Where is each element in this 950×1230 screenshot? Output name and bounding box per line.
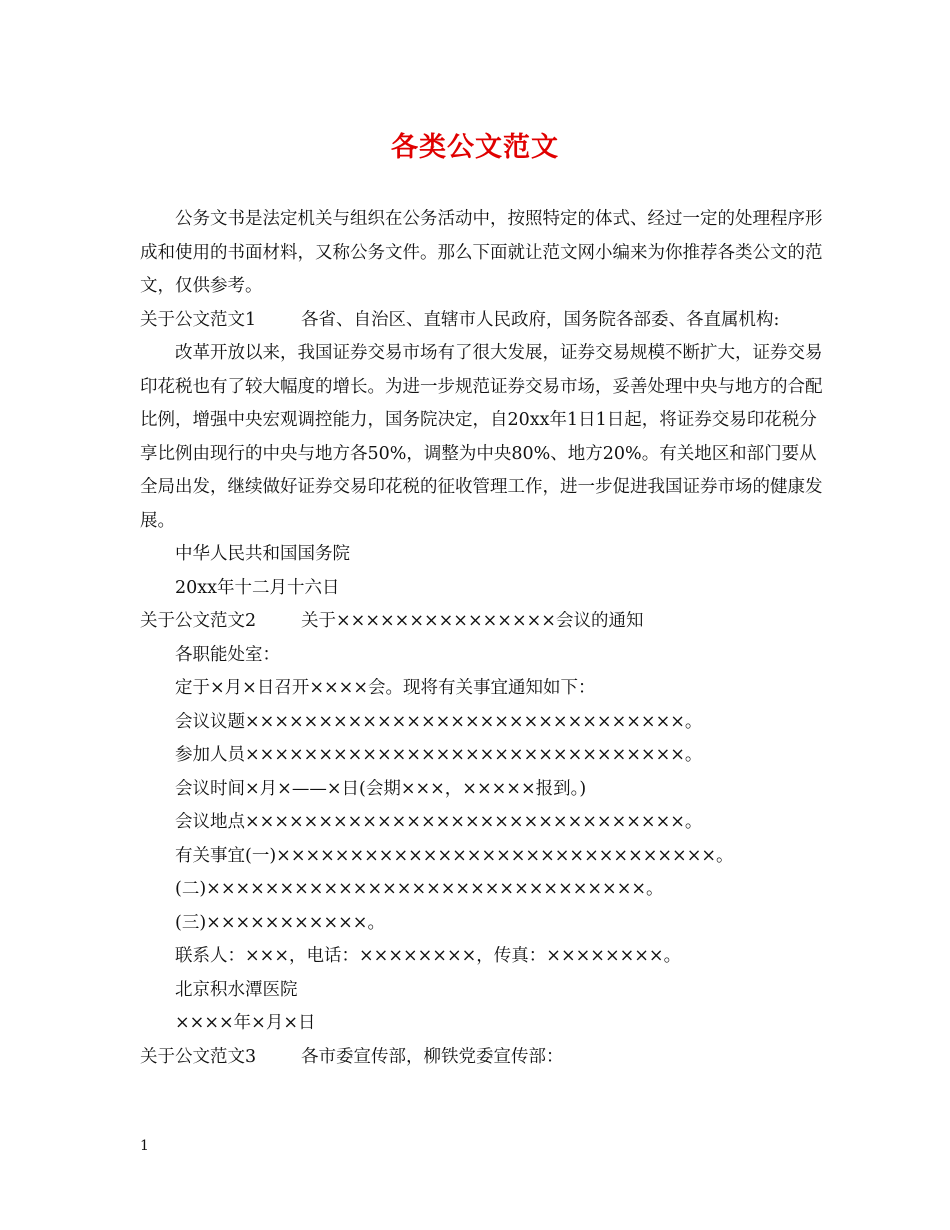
- sample1-label: 关于公文范文1: [140, 309, 257, 330]
- sample3-label: 关于公文范文3: [140, 1046, 257, 1067]
- document-body: [140, 203, 830, 1074]
- sample3-heading: 各市委宣传部，柳铁党委宣传部：: [301, 1046, 564, 1067]
- sample2-line: 各职能处室：: [175, 644, 280, 665]
- sample1-heading: 各省、自治区、直辖市人民政府，国务院各部委、各直属机构:: [301, 309, 780, 330]
- page-number: 1: [140, 1138, 149, 1154]
- sample2-label: 关于公文范文2: [140, 611, 257, 631]
- sample2-line: 定于×月×日召开××××会。现将有关事宜通知如下：: [175, 678, 596, 698]
- sample2-signature: 北京积水潭医院: [175, 979, 298, 1000]
- sample3-heading-line: [140, 1041, 830, 1075]
- sample2-line: 会议议题××××××××××××××××××××××××××××××。: [175, 711, 703, 732]
- sample2-line: (三)×××××××××××。: [175, 912, 385, 933]
- sample2-line: 参加人员××××××××××××××××××××××××××××××。: [175, 745, 703, 765]
- document-title: 各类公文范文: [391, 132, 559, 163]
- sample2-heading-line: [140, 605, 830, 639]
- intro-paragraph: 公务文书是法定机关与组织在公务活动中，按照特定的体式、经过一定的处理程序形成和使用的书面材料，又称公务文件。那么下面就让范文网小编来为你推荐各类公文的范文，仅供参考。: [140, 209, 823, 296]
- sample2-date: ××××年×月×日: [175, 1013, 316, 1033]
- sample2-line: 会议地点××××××××××××××××××××××××××××××。: [175, 812, 703, 832]
- sample1-signature: 中华人民共和国国务院: [175, 544, 350, 564]
- sample1-date: 20xx年十二月十六日: [175, 577, 340, 598]
- sample2-line: (二)××××××××××××××××××××××××××××××。: [175, 879, 664, 899]
- sample1-heading-line: [140, 304, 830, 338]
- sample2-heading: 关于×××××××××××××××会议的通知: [301, 611, 644, 631]
- sample1-body-paragraph: 改革开放以来，我国证券交易市场有了很大发展，证券交易规模不断扩大，证券交易印花税也有了较大幅度的增长。为进一步规范证券交易市场，妥善处理中央与地方的合配比例，增强中央宏观调控能力，国务院决定，自20xx年1日1日起，将证券交易印花税分享比例由现行的中央与地方各50%，调整为中央80%、地方20%。有关地区和部门要从全局出发，继续做好证券交易印花税的征收管理工作，进一步促进我国证券市场的健康发展。: [140, 343, 823, 531]
- sample2-line: 联系人：×××，电话：××××××××，传真：××××××××。: [175, 946, 682, 966]
- sample2-line: 会议时间×月×——×日(会期×××，×××××报到。): [175, 778, 587, 799]
- sample2-line: 有关事宜(一)××××××××××××××××××××××××××××××。: [175, 845, 734, 866]
